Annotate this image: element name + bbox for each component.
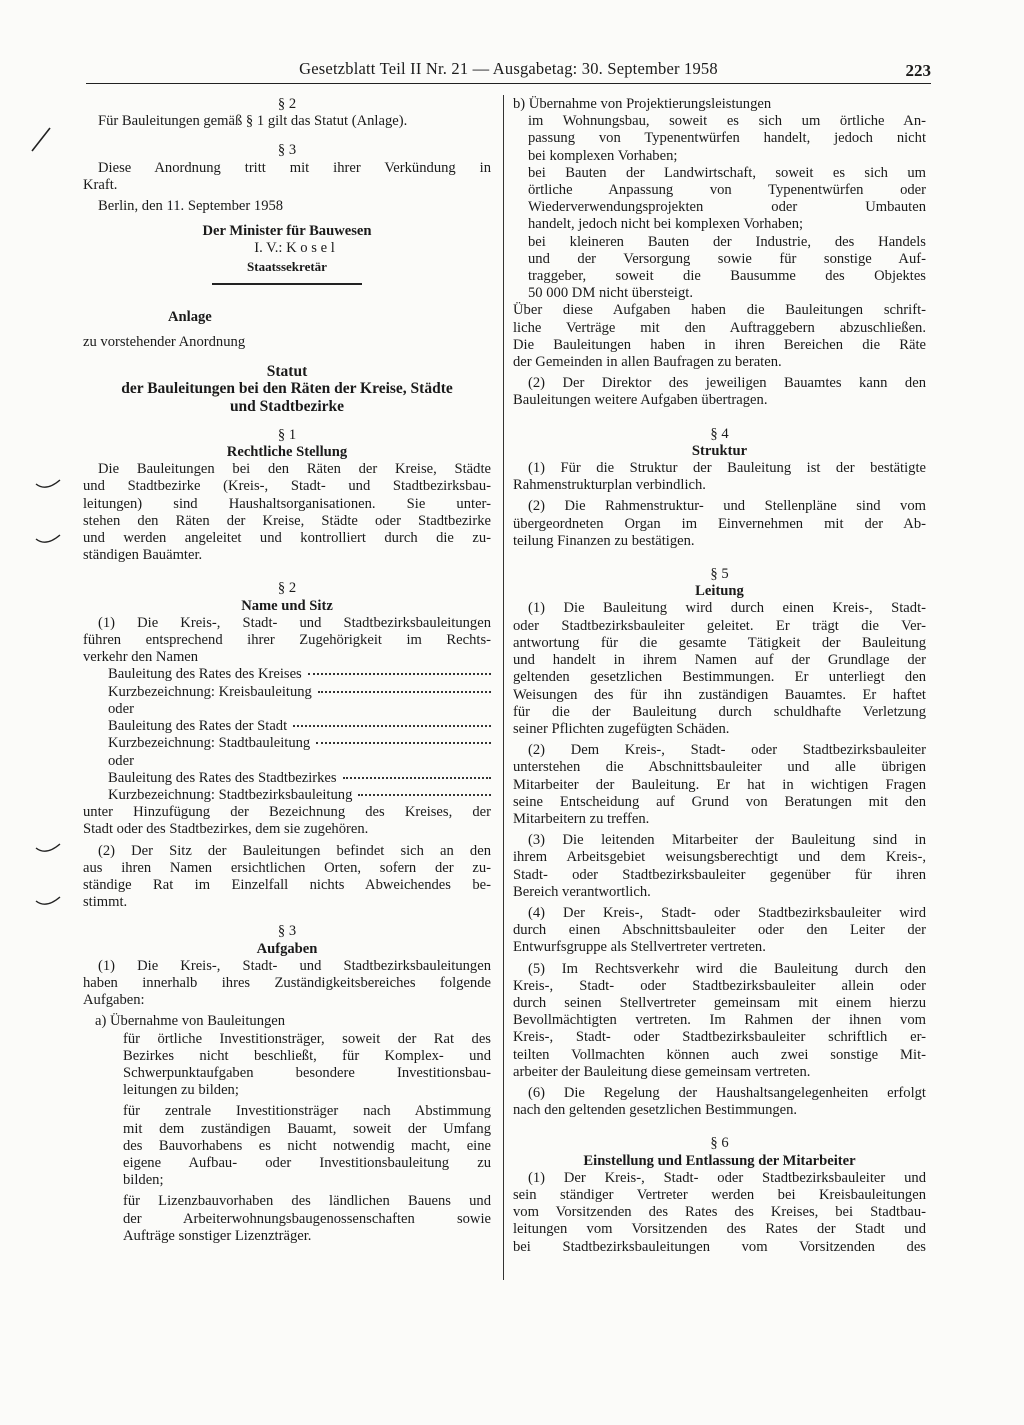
paragraph-line: leitungen zu bilden; xyxy=(123,1082,239,1099)
paragraph-line: geltenden gesetzlichen Bestimmungen. Er unterliegt den xyxy=(513,669,926,686)
section-title: Name und Sitz xyxy=(241,597,333,614)
paragraph-line: Die Bauleitungen haben in ihren Bereichen die Räte xyxy=(513,336,926,353)
paragraph-line: Weisungen des für ihn zuständigen Bauamtes. Er haftet xyxy=(513,686,926,703)
list-item-heading: b) Übernahme von Projektierungsleistungen xyxy=(513,96,772,112)
paragraph-line: Stadt oder des Stadtbezirkes, dem sie zugehören. xyxy=(83,821,369,838)
paragraph-line: Wiederverwendungsprojekten oder Umbauten xyxy=(528,199,926,216)
paragraph-line: der Arbeiterwohnungsbaugenossenschaften sowie xyxy=(123,1210,491,1227)
name-entry: Kurzbezeichnung: Stadtbauleitung xyxy=(108,735,491,752)
paragraph-line: für zentrale Investitionsträger nach Abstimmung xyxy=(123,1103,491,1120)
paragraph-line: traggeber, soweit die Bausumme des Objektes xyxy=(528,268,926,285)
paragraph-line: und handelt in ihrem Namen auf der Grundlage der xyxy=(513,652,926,669)
section-number: § 3 xyxy=(277,142,297,159)
margin-check-mark xyxy=(34,895,62,911)
paragraph-line: (5) Im Rechtsverkehr wird die Bauleitung durch den xyxy=(528,960,926,977)
paragraph-line: im Wohnungsbau, soweit es sich um örtliche An- xyxy=(528,113,926,130)
paragraph-line: und Stadtbezirke (Kreis-, Stadt- und Stadtbezirksbau- xyxy=(83,478,491,495)
paragraph-line: Aufgaben: xyxy=(83,992,145,1009)
section-title: Einstellung und Entlassung der Mitarbeiter xyxy=(583,1152,856,1169)
paragraph-line: (2) Der Sitz der Bauleitungen befindet sich an den xyxy=(98,842,491,859)
date-line: Berlin, den 11. September 1958 xyxy=(98,198,284,215)
paragraph-line: für die der Bauleitung durch schuldhafte Verletzung xyxy=(513,703,926,720)
paragraph-line: Mitarbeiter der Bauleitung. Er hat in wichtigen Fragen xyxy=(513,776,926,793)
paragraph-line: leitungen) sind Haushaltsorganisationen. Sie unter- xyxy=(83,495,491,512)
page-header xyxy=(86,57,931,84)
paragraph-line: liche Verträge mit den Auftraggebern abzuschließen. xyxy=(513,319,926,336)
paragraph-line: seiner Pflichten zugefügten Schäden. xyxy=(513,720,730,737)
paragraph-line: (1) Für die Struktur der Bauleitung ist der bestätigte xyxy=(528,460,926,477)
paragraph-line: für Lizenzbauvorhaben des ländlichen Bauens und xyxy=(123,1193,491,1210)
paragraph-line: eigene Aufbau- oder Investitionsbauleitung zu xyxy=(123,1154,491,1171)
paragraph-line: Bezirkes nicht beschließt, für Komplex- und xyxy=(123,1047,491,1064)
margin-check-mark xyxy=(34,478,62,494)
paragraph-line: 50 000 DM nicht übersteigt. xyxy=(528,285,693,302)
paragraph-line: arbeiter der Bauleitung diese gemeinsam vertreten. xyxy=(513,1063,811,1080)
paragraph-line: Bereich verantwortlich. xyxy=(513,883,651,900)
paragraph-line: Bevollmächtigten vertreten. Im Rahmen der ihnen vom xyxy=(513,1012,926,1029)
section-number: § 2 xyxy=(277,580,297,597)
paragraph-line: vom Vorsitzenden des Rates des Kreises, bei Stadtbau- xyxy=(513,1204,926,1221)
paragraph-line: Kreis-, Stadt- oder Stadtbezirksbauleiter schriftlich er- xyxy=(513,1029,926,1046)
paragraph-line: bei komplexen Vorhaben; xyxy=(528,147,678,164)
paragraph: Für Bauleitungen gemäß § 1 gilt das Statut (Anlage). xyxy=(98,113,408,130)
section-title: Aufgaben xyxy=(256,940,318,957)
paragraph-line: oder Stadtbezirksbauleiter geleitet. Er trägt die Ver- xyxy=(513,617,926,634)
paragraph-line: Stadt- oder Stadtbezirksbauleiter gegenüber für ihren xyxy=(513,866,926,883)
paragraph-line: unterstehen die Abschnittsbauleiter und alle übrigen xyxy=(513,759,926,776)
paragraph-line: für örtliche Investitionsträger, soweit der Rat des xyxy=(123,1030,491,1047)
paragraph-line: bei Bauten der Landwirtschaft, soweit es sich um xyxy=(528,164,926,181)
section-number: § 3 xyxy=(277,923,297,940)
section-number: § 4 xyxy=(710,425,729,442)
column-divider xyxy=(503,95,504,1280)
paragraph-line: ihrem Arbeitsgebiet weisungsberechtigt und dem Kreis-, xyxy=(513,849,926,866)
paragraph-line: seine Entscheidung auf Grund von Beratungen mit den xyxy=(513,793,926,810)
paragraph-line: örtliche Anpassung von Typenentwürfen oder xyxy=(528,182,926,199)
paragraph-line: ständigen Bauämter. xyxy=(83,547,203,564)
paragraph-line: der Gemeinden in allen Baufragen zu beraten. xyxy=(513,354,782,371)
paragraph-line: bei kleineren Bauten der Industrie, des Handels xyxy=(528,233,926,250)
section-number: § 2 xyxy=(277,96,297,112)
paragraph-line: (1) Die Kreis-, Stadt- und Stadtbezirksbauleitungen xyxy=(98,614,491,631)
name-entry: Bauleitung des Rates des Stadtbezirkes xyxy=(108,770,491,787)
paragraph-line: und der Versorgung sowie für sonstige Auf- xyxy=(528,250,926,267)
paragraph-line: Schwerpunktaufgaben besondere Investitionsbau- xyxy=(123,1064,491,1081)
paragraph-line: Diese Anordnung tritt mit ihrer Verkündung in xyxy=(98,159,491,176)
paragraph-line: teilten Vollmachten können auch zwei sonstige Mit- xyxy=(513,1046,926,1063)
paragraph-line: teilung Finanzen zu bestätigen. xyxy=(513,532,695,549)
paragraph-line: stimmt. xyxy=(83,894,128,911)
paragraph-line: Rahmenstrukturplan verbindlich. xyxy=(513,477,706,494)
minister-title: Der Minister für Bauwesen xyxy=(202,223,372,240)
name-separator: oder xyxy=(108,700,134,717)
name-entry: Bauleitung des Rates der Stadt xyxy=(108,718,491,735)
paragraph-line: übergeordneten Organ im Einvernehmen mit der Ab- xyxy=(513,515,926,532)
paragraph-line: Über diese Aufgaben haben die Bauleitungen schrift- xyxy=(513,302,926,319)
paragraph-line: Kraft. xyxy=(83,176,118,193)
margin-slash-mark xyxy=(28,126,54,154)
paragraph-line: Mitarbeitern zu treffen. xyxy=(513,810,650,827)
paragraph-line: bei Stadtbezirksbauleitungen vom Vorsitzenden des xyxy=(513,1238,926,1255)
paragraph-line: Aufträge sonstiger Lizenzträger. xyxy=(123,1227,312,1244)
paragraph-line: sein ständiger Vertreter werden bei Kreisbauleitungen xyxy=(513,1186,926,1203)
signature-name: I. V.: K o s e l xyxy=(254,240,335,257)
paragraph-line: durch seinen Stellvertreter gemeinsam mit einem hierzu xyxy=(513,994,926,1011)
section-title: Struktur xyxy=(691,442,748,459)
left-column xyxy=(83,96,491,1245)
paragraph-line: (3) Die leitenden Mitarbeiter der Bauleitung sind in xyxy=(528,832,926,849)
paragraph-line: haben innerhalb ihres Zuständigkeitsbereiches folgende xyxy=(83,974,491,991)
gazette-title: Gesetzblatt Teil II Nr. 21 — Ausgabetag: 30. September 1958 xyxy=(299,59,718,78)
list-item-heading: a) Übernahme von Bauleitungen xyxy=(95,1013,286,1030)
statute-subtitle: und Stadtbezirke xyxy=(229,397,345,415)
paragraph-line: Kreis-, Stadt- oder Stadtbezirksbauleiter allein oder xyxy=(513,977,926,994)
paragraph-line: (1) Der Kreis-, Stadt- oder Stadtbezirksbauleiter und xyxy=(528,1169,926,1186)
section-title: Rechtliche Stellung xyxy=(226,444,348,461)
paragraph-line: nach den geltenden gesetzlichen Bestimmungen. xyxy=(513,1102,798,1119)
name-entry: Kurzbezeichnung: Stadtbezirksbauleitung xyxy=(108,787,491,804)
name-entry: Kurzbezeichnung: Kreisbauleitung xyxy=(108,684,491,701)
paragraph-line: durch einen Abschnittsbauleiter oder den Leiter der xyxy=(513,922,926,939)
paragraph-line: verkehr den Namen xyxy=(83,649,199,666)
section-number: § 6 xyxy=(710,1135,729,1152)
paragraph-line: passung von Typenentwürfen handelt, jedoch nicht xyxy=(528,130,926,147)
paragraph-line: Die Bauleitungen bei den Räten der Kreise, Städte xyxy=(98,461,491,478)
paragraph-line: stehen den Räten der Kreise, Städte oder Stadtbezirke xyxy=(83,512,491,529)
name-separator: oder xyxy=(108,752,134,769)
paragraph-line: leitungen vom Vorsitzenden des Rates der Stadt und xyxy=(513,1221,926,1238)
section-title: Leitung xyxy=(695,583,744,600)
statute-title: Statut xyxy=(266,363,308,381)
margin-check-mark xyxy=(34,533,62,549)
section-number: § 1 xyxy=(277,426,297,443)
paragraph-line: (1) Die Kreis-, Stadt- und Stadtbezirksbauleitungen xyxy=(98,957,491,974)
statute-subtitle: der Bauleitungen bei den Räten der Kreise, Städte xyxy=(121,380,453,398)
page-number: 223 xyxy=(905,61,931,80)
paragraph-line: führen entsprechend ihrer Zugehörigkeit im Rechts- xyxy=(83,632,491,649)
paragraph-line: mit dem zuständigen Bauamt, soweit der Umfang xyxy=(123,1120,491,1137)
paragraph-line: (1) Die Bauleitung wird durch einen Kreis-, Stadt- xyxy=(528,600,926,617)
anlage-heading: Anlage xyxy=(168,308,212,325)
paragraph-line: (4) Der Kreis-, Stadt- oder Stadtbezirksbauleiter wird xyxy=(528,904,926,921)
signature-role: Staatssekretär xyxy=(247,258,327,274)
paragraph-line: antwortung für die gesamte Tätigkeit der Bauleitung xyxy=(513,634,926,651)
anlage-subheading: zu vorstehender Anordnung xyxy=(83,334,246,351)
paragraph-line: Entwurfsgruppe als Stellvertreter vertreten. xyxy=(513,939,766,956)
paragraph-line: des Bauvorhabens es nicht notwendig macht, eine xyxy=(123,1137,491,1154)
paragraph-line: (6) Die Regelung der Haushaltsangelegenheiten erfolgt xyxy=(528,1084,926,1101)
paragraph-line: handelt, jedoch nicht bei komplexen Vorhaben; xyxy=(528,216,804,233)
paragraph-line: und werden angeleitet und kontrolliert durch die zu- xyxy=(83,530,491,547)
paragraph-line: ständige Rat im Einzelfall nichts Abweichendes be- xyxy=(83,876,491,893)
paragraph-line: Bauleitungen weitere Aufgaben übertragen. xyxy=(513,392,768,409)
margin-check-mark xyxy=(34,842,62,858)
section-number: § 5 xyxy=(710,566,729,583)
paragraph-line: aus ihren Namen ersichtlichen Orten, sofern der zu- xyxy=(83,859,491,876)
paragraph-line: (2) Dem Kreis-, Stadt- oder Stadtbezirksbauleiter xyxy=(528,742,926,759)
paragraph-line: (2) Die Rahmenstruktur- und Stellenpläne sind vom xyxy=(528,498,926,515)
paragraph-line: unter Hinzufügung der Bezeichnung des Kreises, der xyxy=(83,804,491,821)
paragraph-line: (2) Der Direktor des jeweiligen Bauamtes kann den xyxy=(528,375,926,392)
right-column xyxy=(513,96,926,1256)
name-entry: Bauleitung des Rates des Kreises xyxy=(108,666,491,683)
paragraph-line: bilden; xyxy=(123,1172,164,1189)
